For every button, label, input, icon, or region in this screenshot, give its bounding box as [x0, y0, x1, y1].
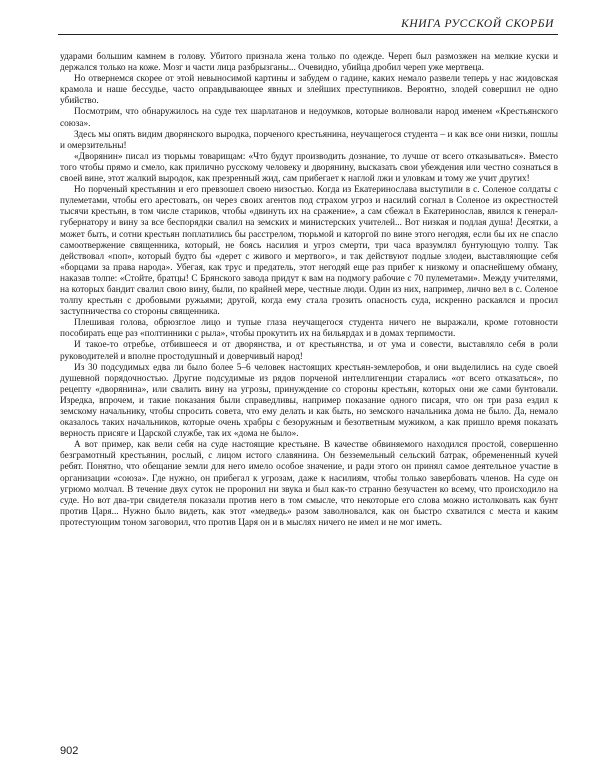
- paragraph: Но порченый крестьянин и его превзошел своею низостью. Когда из Екатеринослава выступили в с. Соленое солдаты с пулеметами, чтобы его арестовать, он через своих агентов под страхом угроз и насилий согнал в Соленое из окрестностей тысячи крестьян, в том числе стариков, чтобы «двинуть их на сражение», а сам сбежал в Екатеринослав, явился к генерал-губернатору и вину за все беспорядки свалил на земских и министерских учителей... Вот низкая и подлая душа! Десятки, а может быть, и сотни крестьян поплатились бы расстрелом, тюрьмой и каторгой по вине этого негодяя, если бы их не спасло самоотвержение священника, который, не боясь насилия и угроз смерти, три часа вразумлял бунтующую толпу. Так действовал «поп», который будто бы «дерет с живого и мертвого», и так действуют подлые злодеи, выставляющие себя «борцами за права народа». Убегая, как трус и предатель, этот негодяй еще раз прибег к низкому и опаснейшему обману, наказав толпе: «Стойте, братцы! С Брянского завода придут к вам на подмогу рабочие с 70 пулеметами». Между учителями, на которых бандит свалил свою вину, были, по крайней мере, честные люди. Один из них, например, лично вел в с. Соленое толпу крестьян с дробовыми ружьями; другой, когда ему стала грозить опасность суда, искренно раскаялся и просил заступничества со стороны священника.: [60, 185, 558, 318]
- page-number: 902: [60, 745, 79, 757]
- paragraph: Здесь мы опять видим дворянского выродка, порченого крестьянина, неучащегося студента – и как все они низки, пошлы и омерзительны!: [60, 129, 558, 151]
- paragraph: Посмотрим, что обнаружилось на суде тех шарлатанов и недоумков, которые волновали народ именем «Крестьянского союза».: [60, 107, 558, 129]
- paragraph: И такое-то отребье, отбившееся и от дворянства, и от крестьянства, и от ума и совести, выставляло себя в роли руководителей и вполне простодушный и доверчивый народ!: [60, 340, 558, 362]
- paragraph: Плешивая голова, обрюзглое лицо и тупые глаза неучащегося студента ничего не выражали, кроме готовности пособирать еще раз «полтинники с рыла», чтобы прокутить их на бильярдах и в домах терпимости.: [60, 318, 558, 340]
- body-text: [60, 52, 558, 529]
- running-title: КНИГА РУССКОЙ СКОРБИ: [401, 18, 554, 30]
- paragraph: ударами большим камнем в голову. Убитого признала жена только по одежде. Череп был размозжен на мелкие куски и держался только на коже. Мозг и части лица разбрызганы... Очевидно, убийца дробил череп уже мертвеца.: [60, 52, 558, 74]
- paragraph: Из 30 подсудимых едва ли было более 5–6 человек настоящих крестьян-землеробов, и они выделились на суде своей душевной порядочностью. Другие подсудимые из рядов порченой интеллигенции старались «от всего отказаться», по рецепту «дворянина», или свалить вину на угрозы, принуждение со стороны крестьян, которых они же сами бунтовали. Изредка, впрочем, и такие показания были справедливы, например показание одного писаря, что он три раза ездил к земскому начальнику, чтобы спросить совета, что ему делать и как быть, но земского начальника дома не было. Да, немало оказалось таких начальников, которые очень храбры с безоружным и безответным мужиком, а как пришло время показать верность присяге и Царской службе, так их «дома не было».: [60, 362, 558, 440]
- paragraph: Но отвернемся скорее от этой невыносимой картины и забудем о гадине, каких немало развели теперь у нас жидовская крамола и наше бессудье, часто оправдывающее явных и злейших преступников. Вероятно, злодей совершил не одно убийство.: [60, 74, 558, 107]
- paragraph: А вот пример, как вели себя на суде настоящие крестьяне. В качестве обвиняемого находился простой, совершенно безграмотный крестьянин, рослый, с лицом истого славянина. Он безземельный сельский батрак, обремененный кучей ребят. Понятно, что обещание земли для него имело особое значение, и ради этого он принял самое деятельное участие в организации «союза». Где нужно, он прибегал к угрозам, даже к насилиям, чтобы только завербовать членов. На суде он угрюмо молчал. В течение двух суток не проронил ни звука и был как-то странно безучастен ко всему, что происходило на суде. Но вот два-три свидетеля показали против него в том смысле, что некоторые его слова можно истолковать как бунт против Царя... Нужно было видеть, как этот «медведь» разом заволновался, как он быстро схватился с места и каким протестующим тоном заговорил, что против Царя он и в мыслях ничего не имел и не мог иметь.: [60, 440, 558, 528]
- paragraph: «Дворянин» писал из тюрьмы товарищам: «Что будут производить дознание, то лучше от всего отказываться». Вместо того чтобы прямо и смело, как прилично русскому человеку и дворянину, высказать свои убеждения или честно сознаться в своей вине, этот жалкий выродок, как презренный жид, сам прибегает к наглой лжи и уловкам и тому же учит других!: [60, 151, 558, 185]
- running-head: [58, 14, 558, 35]
